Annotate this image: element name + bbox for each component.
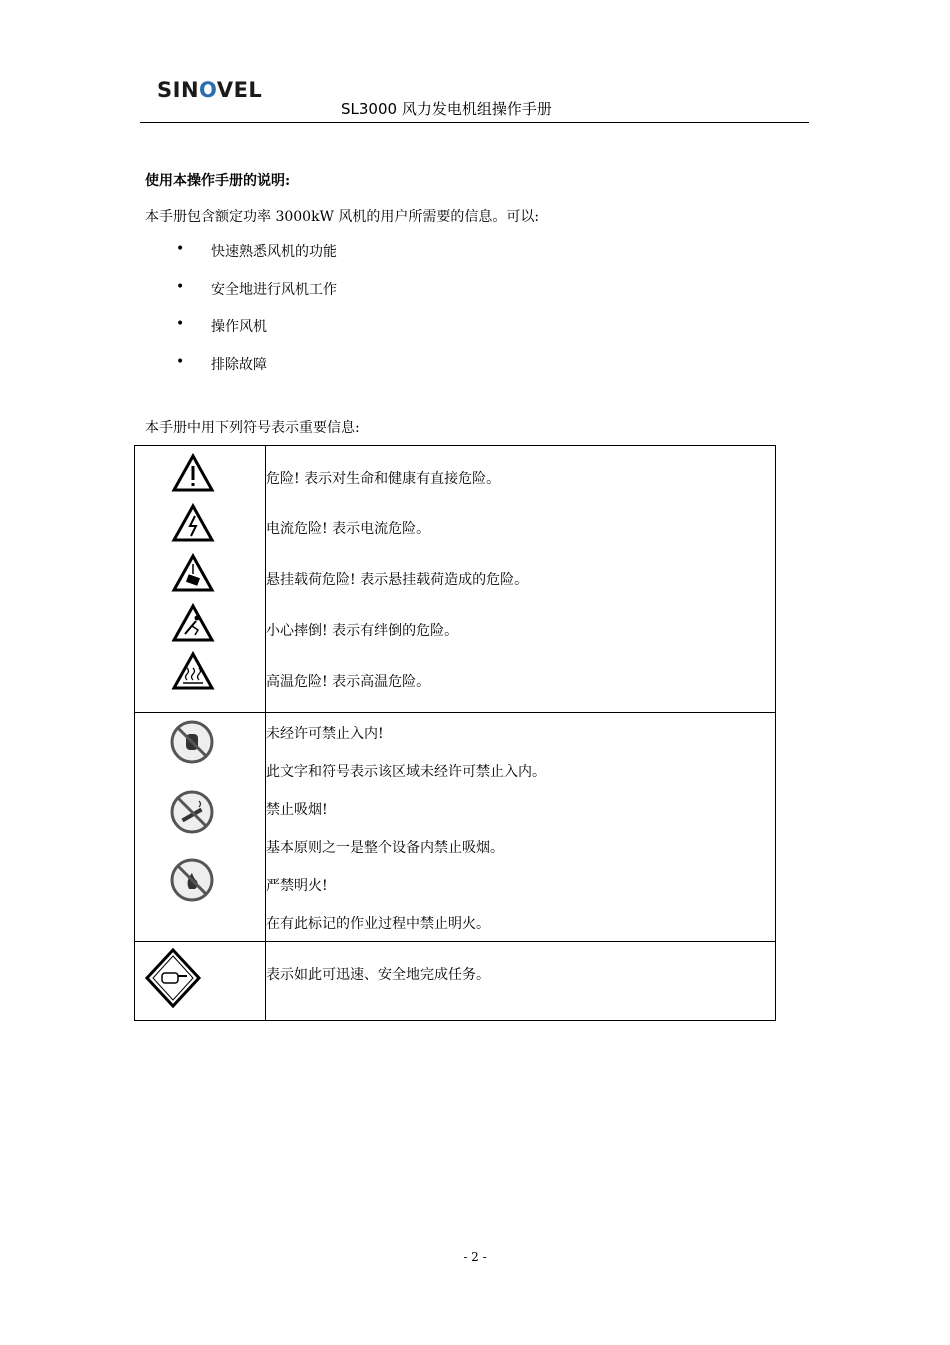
prohibition-icons <box>135 713 265 937</box>
intro-paragraph: 本手册包含额定功率 3000kW 风机的用户所需要的信息。可以: <box>145 209 540 225</box>
warning-suspended-load-text: 悬挂载荷危险! 表示悬挂载荷造成的危险。 <box>266 572 529 588</box>
no-entry-text: 此文字和符号表示该区域未经许可禁止入内。 <box>266 764 546 780</box>
no-smoking-title: 禁止吸烟! <box>266 802 328 818</box>
list-item: • 安全地进行风机工作 <box>176 278 337 298</box>
hot-surface-icon <box>174 654 212 688</box>
warning-danger-text: 危险! 表示对生命和健康有直接危险。 <box>266 471 501 487</box>
warning-icons-cell <box>135 446 266 713</box>
no-flame-title: 严禁明火! <box>266 878 328 894</box>
no-entry-hand-icon <box>172 722 212 762</box>
tip-icon-cell <box>135 942 266 1021</box>
warning-texts-cell <box>266 446 776 713</box>
electric-hazard-icon <box>174 506 212 540</box>
warning-hot-text: 高温危险! 表示高温危险。 <box>266 674 431 690</box>
company-logo: SINOVEL <box>157 78 263 102</box>
page-number: - 2 - <box>463 1250 487 1264</box>
pointing-hand-icon <box>147 950 199 1006</box>
no-entry-title: 未经许可禁止入内! <box>266 726 384 742</box>
table-row <box>135 446 776 713</box>
list-item: • 操作风机 <box>176 316 267 335</box>
prohibition-icons-cell <box>135 713 266 942</box>
header-divider <box>140 122 809 123</box>
symbols-table <box>134 445 776 1021</box>
list-item: • 快速熟悉风机的功能 <box>176 241 337 260</box>
warning-trip-text: 小心摔倒! 表示有绊倒的危险。 <box>266 623 459 639</box>
table-row <box>135 942 776 1021</box>
warning-icons <box>135 446 265 708</box>
list-item: • 排除故障 <box>176 353 267 373</box>
table-row <box>135 713 776 942</box>
no-flame-text: 在有此标记的作业过程中禁止明火。 <box>266 916 490 932</box>
warning-electric-text: 电流危险! 表示电流危险。 <box>266 521 431 537</box>
no-smoking-text: 基本原则之一是整个设备内禁止吸烟。 <box>266 840 504 856</box>
no-smoking-icon <box>172 792 212 832</box>
prohibition-texts-cell <box>266 713 776 942</box>
feature-list <box>176 241 337 391</box>
suspended-load-icon <box>174 556 212 590</box>
tip-text-cell <box>266 942 776 1021</box>
trip-hazard-icon <box>174 606 212 640</box>
danger-exclamation-icon <box>174 456 212 490</box>
no-open-flame-icon <box>172 860 212 900</box>
section-title: 使用本操作手册的说明: <box>145 173 291 189</box>
tip-icon <box>135 942 265 1016</box>
tip-text: 表示如此可迅速、安全地完成任务。 <box>266 967 490 983</box>
header-title: SL3000 风力发电机组操作手册 <box>341 100 552 118</box>
symbols-intro: 本手册中用下列符号表示重要信息: <box>145 420 360 436</box>
